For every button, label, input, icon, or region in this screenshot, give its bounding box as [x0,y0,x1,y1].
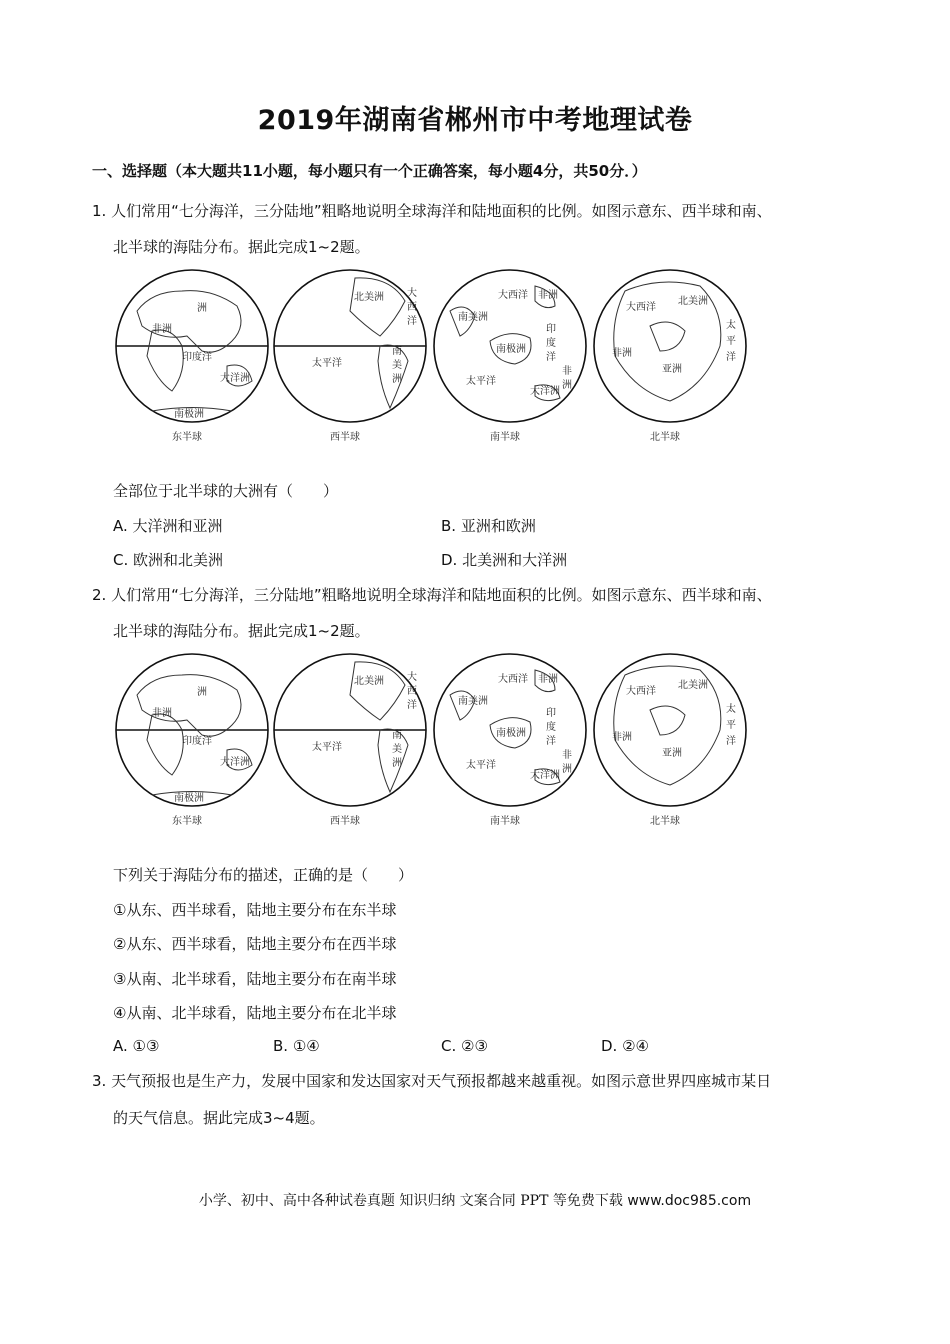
q2-text-line2: 北半球的海陆分布。据此完成1~2题。 [113,622,370,640]
south-label-10: 大洋洲 [530,770,560,781]
south-label-1: 非洲 [538,290,558,301]
south-label-10: 大洋洲 [530,386,560,397]
west-label-6: 洲 [392,758,402,769]
east-label-1: 非洲 [152,324,172,335]
q2-statement-3: ③从南、北半球看，陆地主要分布在南半球 [113,970,397,988]
west-label-5: 美 [392,360,402,371]
north-hemisphere-globe [594,270,746,443]
q1-option-b[interactable]: B. 亚洲和欧洲 [441,517,536,535]
west-label-5: 美 [392,744,402,755]
east-label-4: 南极洲 [174,793,204,804]
q2-option-a[interactable]: A. ①③ [113,1037,160,1055]
south-label-0: 大西洋 [498,290,528,301]
east-label-3: 大洋洲 [220,757,250,768]
north-hemisphere-globe [594,654,746,827]
north-label-3: 平 [726,336,736,347]
west-hemisphere-globe [274,270,426,443]
east-label-0: 洲 [197,303,207,314]
south-caption: 南半球 [490,432,520,443]
south-label-9: 洲 [562,764,572,775]
footer-text: 小学、初中、高中各种试卷真题 知识归纳 文案合同 PPT 等免费下载 [198,1193,623,1209]
west-label-2: 西 [407,686,417,697]
west-hemisphere-globe [274,654,426,827]
north-label-4: 洋 [726,352,736,363]
north-label-6: 亚洲 [662,748,682,759]
west-label-6: 洲 [392,374,402,385]
west-label-4: 南 [392,346,402,357]
west-label-7: 太平洋 [312,742,342,753]
south-label-8: 非 [562,366,572,377]
north-label-4: 洋 [726,736,736,747]
north-label-0: 大西洋 [626,686,656,697]
north-label-2: 太 [726,704,736,715]
q2-text-line1: 2. 人们常用“七分海洋，三分陆地”粗略地说明全球海洋和陆地面积的比例。如图示意东、西半球和南、 [92,586,772,604]
east-label-3: 大洋洲 [220,373,250,384]
south-label-8: 非 [562,750,572,761]
q1-globe-figure [112,268,762,443]
west-label-0: 北美洲 [354,292,384,303]
south-hemisphere-globe [434,654,586,827]
south-label-2: 南美洲 [458,312,488,323]
south-label-2: 南美洲 [458,696,488,707]
q1-option-a[interactable]: A. 大洋洲和亚洲 [113,517,223,535]
q1-option-d[interactable]: D. 北美洲和大洋洲 [441,551,568,569]
south-hemisphere-globe [434,270,586,443]
south-label-0: 大西洋 [498,674,528,685]
south-label-4: 印 [546,324,556,335]
north-label-0: 大西洋 [626,302,656,313]
north-label-2: 太 [726,320,736,331]
north-label-1: 北美洲 [678,680,708,691]
q2-statement-4: ④从南、北半球看，陆地主要分布在北半球 [113,1004,397,1022]
page-title: 2019年湖南省郴州市中考地理试卷 [257,105,693,136]
q2-option-c[interactable]: C. ②③ [441,1037,488,1055]
west-label-7: 太平洋 [312,358,342,369]
west-caption: 西半球 [330,432,360,443]
south-label-4: 印 [546,708,556,719]
west-label-1: 大 [407,288,417,299]
east-label-0: 洲 [197,687,207,698]
west-label-4: 南 [392,730,402,741]
q3-text-line2: 的天气信息。据此完成3~4题。 [113,1109,325,1127]
south-label-1: 非洲 [538,674,558,685]
south-caption: 南半球 [490,816,520,827]
east-caption: 东半球 [172,816,202,827]
south-label-7: 太平洋 [466,376,496,387]
q2-statement-1: ①从东、西半球看，陆地主要分布在东半球 [113,901,397,919]
q1-text-line2: 北半球的海陆分布。据此完成1~2题。 [113,238,370,256]
south-label-3: 南极洲 [496,344,526,355]
east-hemisphere-globe [116,654,268,827]
north-label-6: 亚洲 [662,364,682,375]
east-label-2: 印度洋 [182,352,212,363]
east-hemisphere-globe [116,270,268,443]
q2-option-d[interactable]: D. ②④ [601,1037,649,1055]
q1-text-line1: 1. 人们常用“七分海洋，三分陆地”粗略地说明全球海洋和陆地面积的比例。如图示意东、西半球和南、 [92,202,772,220]
south-label-5: 度 [546,722,556,733]
west-label-3: 洋 [407,700,417,711]
west-label-3: 洋 [407,316,417,327]
west-caption: 西半球 [330,816,360,827]
footer-link[interactable]: www.doc985.com [627,1193,752,1209]
page-footer [0,1190,950,1210]
north-label-1: 北美洲 [678,296,708,307]
east-label-1: 非洲 [152,708,172,719]
south-label-6: 洋 [546,736,556,747]
east-label-4: 南极洲 [174,409,204,420]
south-label-5: 度 [546,338,556,349]
south-label-6: 洋 [546,352,556,363]
south-label-7: 太平洋 [466,760,496,771]
west-label-1: 大 [407,672,417,683]
q2-option-b[interactable]: B. ①④ [273,1037,320,1055]
north-label-3: 平 [726,720,736,731]
q1-stem: 全部位于北半球的大洲有（ ） [113,482,339,500]
south-label-9: 洲 [562,380,572,391]
north-label-5: 非洲 [612,348,632,359]
north-caption: 北半球 [650,432,680,443]
east-label-2: 印度洋 [182,736,212,747]
q2-globe-figure [112,652,762,827]
q2-stem: 下列关于海陆分布的描述，正确的是（ ） [113,866,414,884]
q2-statement-2: ②从东、西半球看，陆地主要分布在西半球 [113,935,397,953]
west-label-0: 北美洲 [354,676,384,687]
q3-text-line1: 3. 天气预报也是生产力，发展中国家和发达国家对天气预报都越来越重视。如图示意世界四座城市某日 [92,1072,772,1090]
west-label-2: 西 [407,302,417,313]
north-caption: 北半球 [650,816,680,827]
north-label-5: 非洲 [612,732,632,743]
south-label-3: 南极洲 [496,728,526,739]
section-heading: 一、选择题（本大题共11小题，每小题只有一个正确答案，每小题4分，共50分．） [92,162,647,180]
east-caption: 东半球 [172,432,202,443]
q1-option-c[interactable]: C. 欧洲和北美洲 [113,551,224,569]
